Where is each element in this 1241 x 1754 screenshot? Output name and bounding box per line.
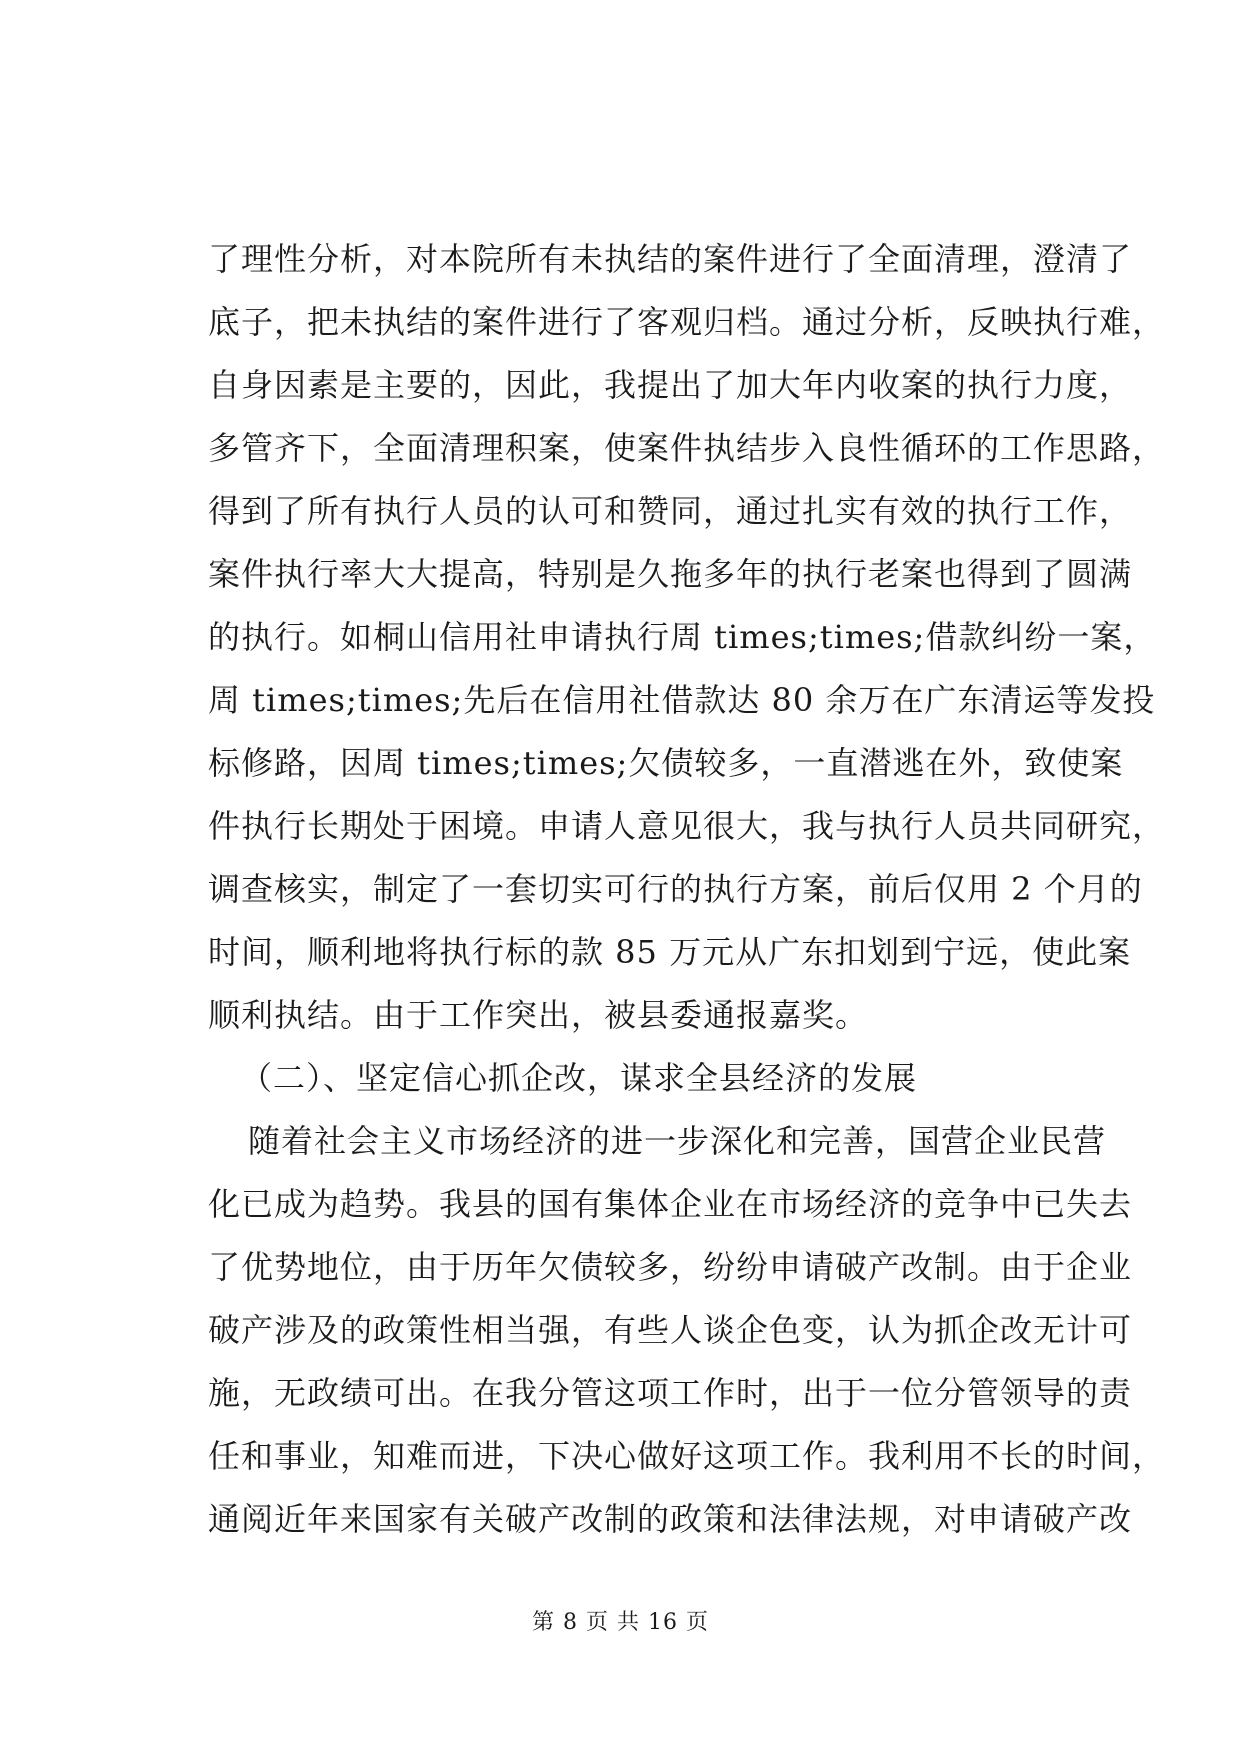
- text-line: 施，无政绩可出。在我分管这项工作时，出于一位分管领导的责: [208, 1374, 1133, 1412]
- body-text: [208, 228, 1166, 1551]
- text-line: 随着社会主义市场经济的进一步深化和完善，国营企业民营: [248, 1122, 1107, 1160]
- text-line: 了理性分析，对本院所有未执结的案件进行了全面清理，澄清了: [208, 240, 1133, 278]
- text-line: 标修路，因周 times;times;欠债较多，一直潜逃在外，致使案: [208, 744, 1124, 782]
- text-line: 通阅近年来国家有关破产改制的政策和法律法规，对申请破产改: [208, 1500, 1133, 1538]
- section-heading: （二）、坚定信心抓企改，谋求全县经济的发展: [240, 1059, 918, 1097]
- text-line: 化已成为趋势。我县的国有集体企业在市场经济的竞争中已失去: [208, 1185, 1133, 1223]
- text-line: 周 times;times;先后在信用社借款达 80 余万在广东清运等发投: [208, 681, 1156, 719]
- page-number-footer: 第 8 页 共 16 页: [532, 1610, 709, 1635]
- text-line: 调查核实，制定了一套切实可行的执行方案，前后仅用 2 个月的: [208, 870, 1143, 908]
- text-line: 任和事业，知难而进，下决心做好这项工作。我利用不长的时间，: [208, 1437, 1166, 1475]
- text-line: 时间，顺利地将执行标的款 85 万元从广东扣划到宁远，使此案: [208, 933, 1132, 971]
- text-line: 多管齐下，全面清理积案，使案件执结步入良性循环的工作思路，: [208, 429, 1166, 467]
- text-line: 的执行。如桐山信用社申请执行周 times;times;借款纠纷一案，: [208, 618, 1157, 656]
- text-line: 案件执行率大大提高，特别是久拖多年的执行老案也得到了圆满: [208, 555, 1133, 593]
- text-line: 顺利执结。由于工作突出，被县委通报嘉奖。: [208, 996, 869, 1034]
- text-line: 件执行长期处于困境。申请人意见很大，我与执行人员共同研究，: [208, 807, 1166, 845]
- text-line: 自身因素是主要的，因此，我提出了加大年内收案的执行力度，: [208, 366, 1133, 404]
- text-line: 了优势地位，由于历年欠债较多，纷纷申请破产改制。由于企业: [208, 1248, 1133, 1286]
- text-line: 底子，把未执结的案件进行了客观归档。通过分析，反映执行难，: [208, 303, 1166, 341]
- text-line: 破产涉及的政策性相当强，有些人谈企色变，认为抓企改无计可: [208, 1311, 1133, 1349]
- text-line: 得到了所有执行人员的认可和赞同，通过扎实有效的执行工作，: [208, 492, 1133, 530]
